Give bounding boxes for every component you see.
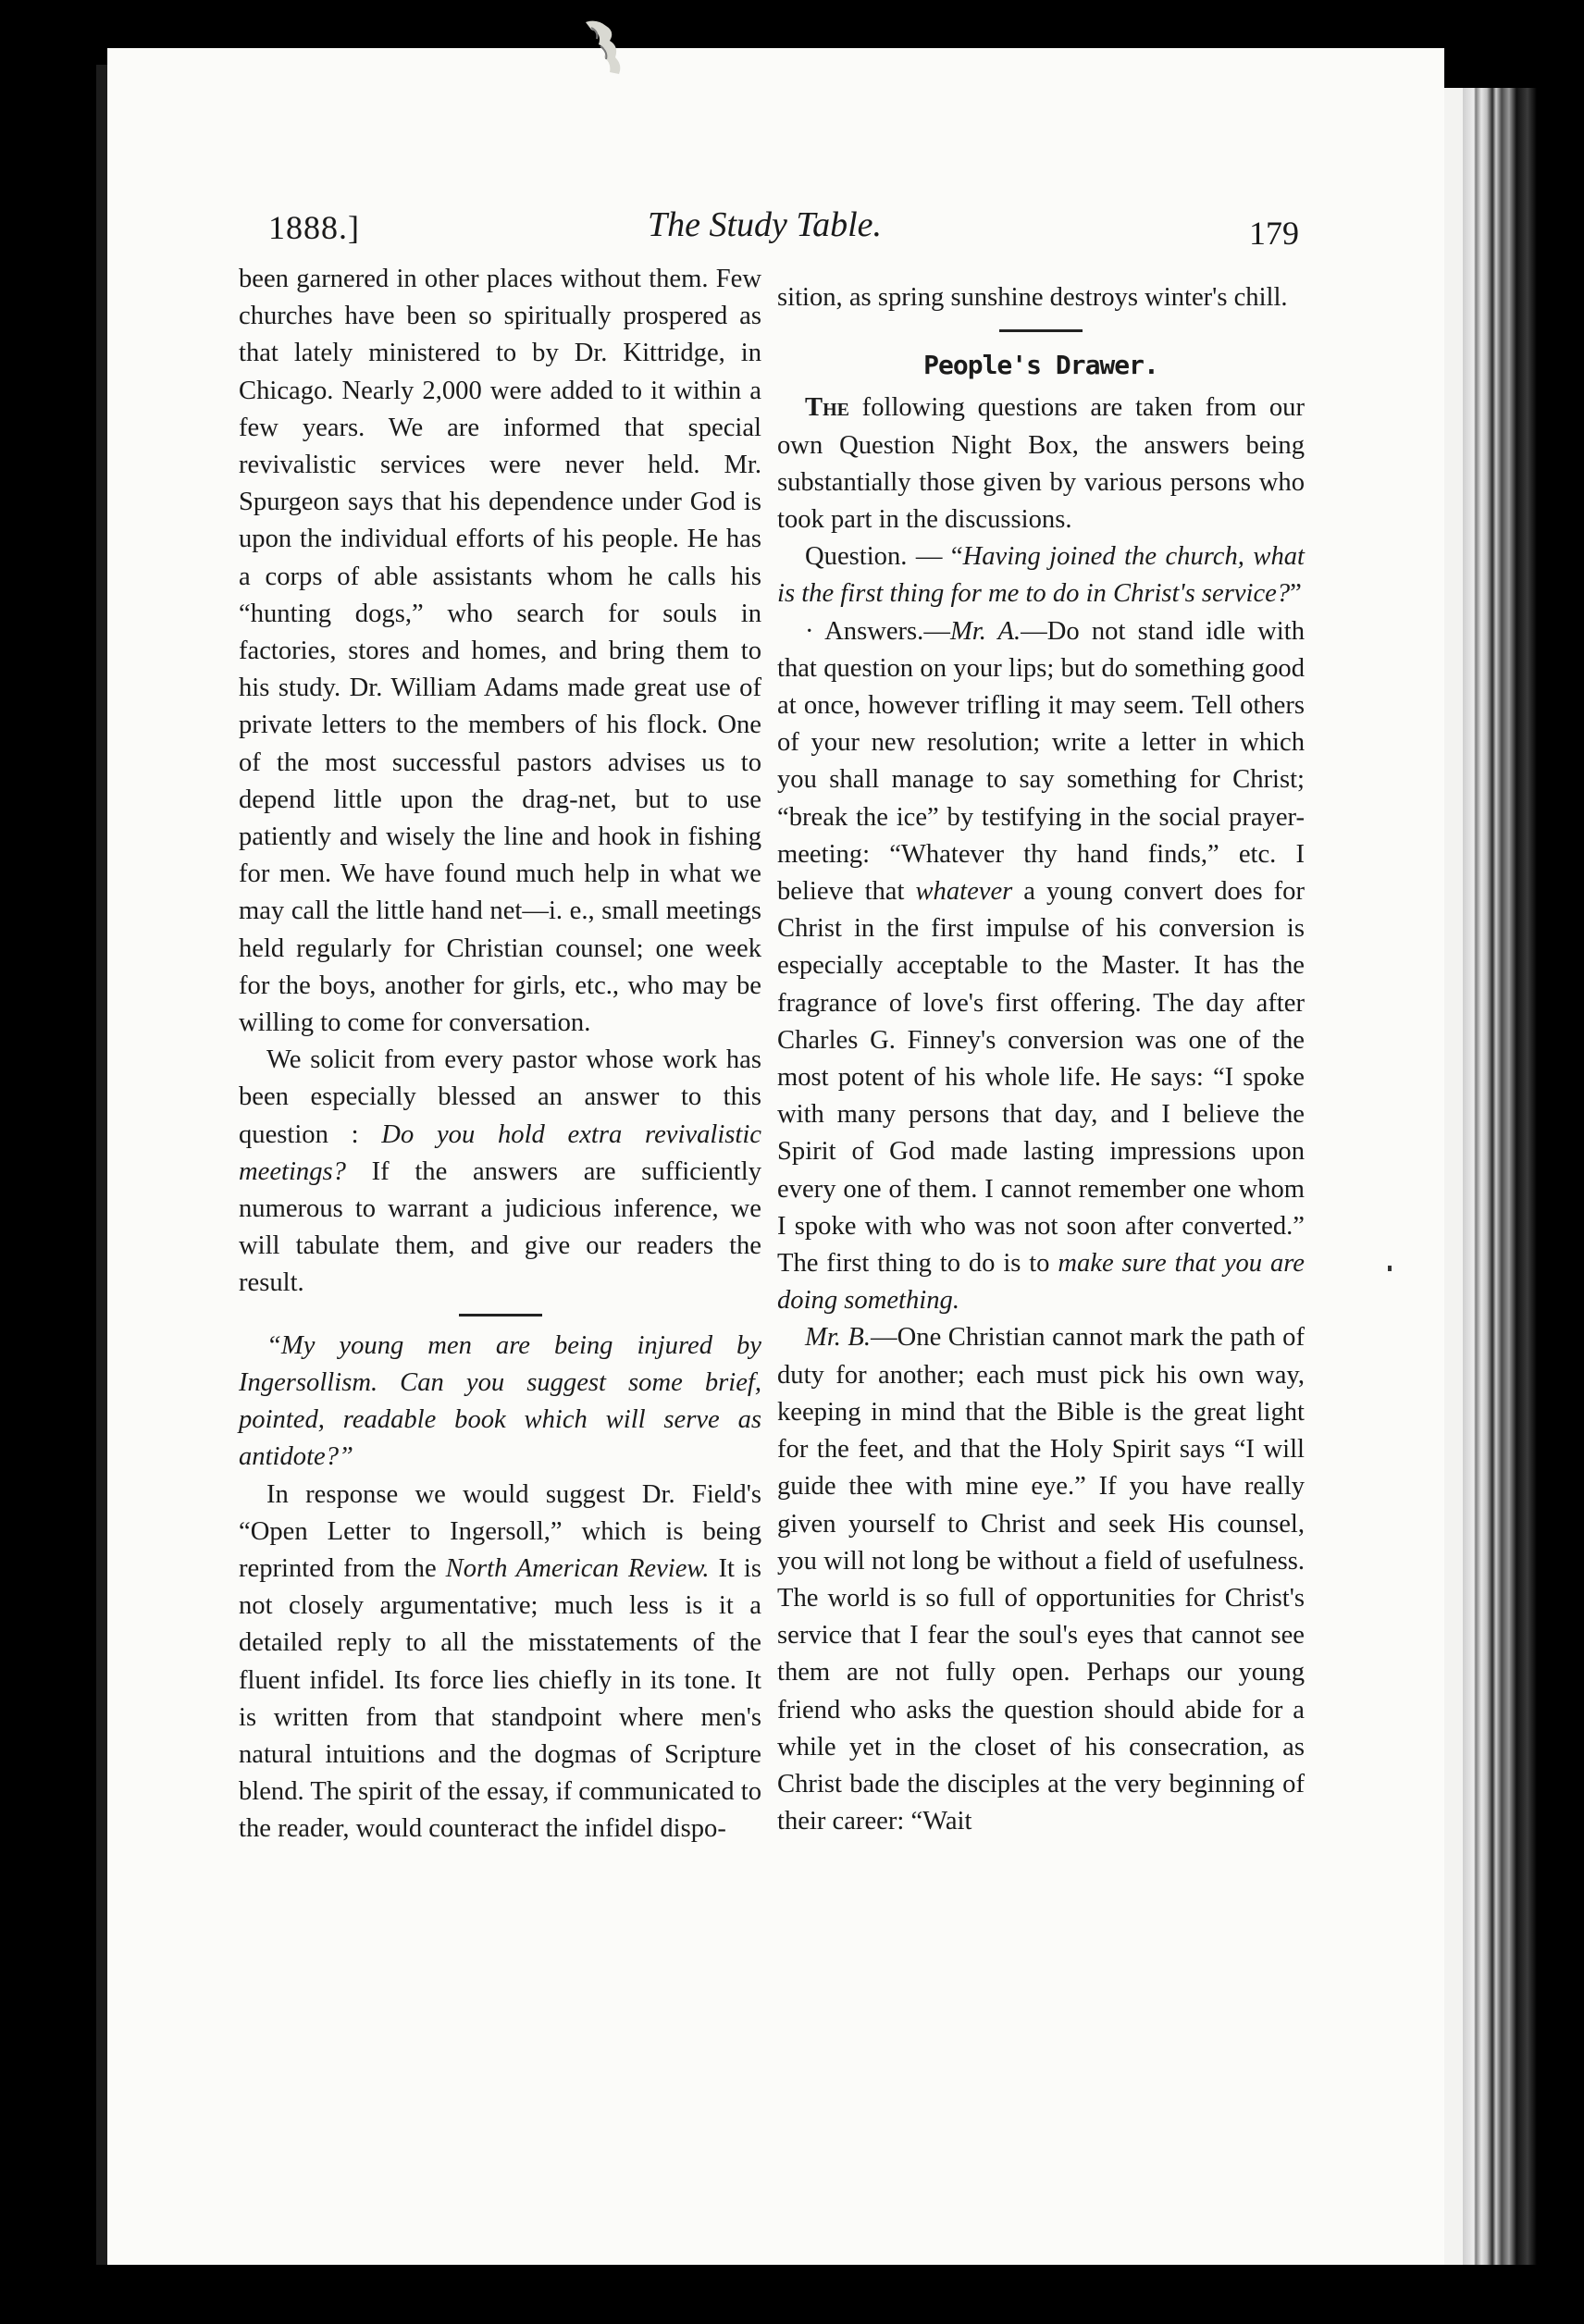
paragraph-answer-a <box>777 613 1305 1320</box>
page-fore-edge <box>1444 88 1584 2290</box>
reader-question-quote: “My young men are being injured by Ingersollism. Can you suggest some brief, pointed, readable book which will serve as antidote?” <box>239 1330 761 1472</box>
text-run: following questions are taken from our own Question Night Box, the answers being substantially those given by various persons who took part in the discussions. <box>777 393 1305 535</box>
paragraph-question <box>777 538 1305 612</box>
page-number: 179 <box>1249 215 1299 252</box>
bookmark-ribbon-icon <box>578 19 629 76</box>
paragraph-solicit <box>239 1042 761 1302</box>
text-run: Question. — “ <box>805 542 963 572</box>
ink-speck <box>1388 1266 1392 1271</box>
speaker-label: Mr. B. <box>805 1323 872 1353</box>
scan-border-left <box>0 0 102 2324</box>
facing-page-edge <box>96 65 107 2267</box>
paragraph-intro <box>777 389 1305 538</box>
text-run: a young convert does for Christ in the first impulse of his conversion is especially acceptable to the Master. It has the fragrance of love's first offering. The day after Charles G. Finney's conversion was one of the most potent of his whole life. He says: “I spoke with many persons that day, and I believe the Spirit of God made lasting impressions upon every one of them. I cannot remember one whom I spoke with who was not soon after converted.” The first thing to do is to <box>777 877 1305 1279</box>
paragraph-sition: sition, as spring sunshine destroys winter's chill. <box>777 283 1288 312</box>
text-run: ” <box>1290 579 1302 609</box>
left-column <box>239 261 761 1848</box>
text-run: It is not closely argumentative; much less is it a detailed reply to all the misstatements of the fluent infidel. Its force lies chiefly in its tone. It is written from that standpoint where men's natural intuitions and the dogmas of Scripture blend. The spirit of the essay, if communicated to the reader, would counteract the infidel dispo- <box>239 1553 762 1844</box>
running-title: The Study Table. <box>648 205 882 244</box>
italic-question: Do you hold extra revivalistic meetings? <box>239 1119 761 1186</box>
section-divider <box>459 1314 542 1317</box>
right-column <box>777 279 1305 1840</box>
text-run: If the answers are sufficiently numerous to warrant a judicious inference, we will tabulate them, and give our readers the result. <box>239 1156 761 1298</box>
paragraph-response <box>239 1477 761 1848</box>
italic-question: Having joined the church, what is the first thing for me to do in Christ's service? <box>777 542 1305 609</box>
section-heading: People's Drawer. <box>923 350 1158 381</box>
text-run: · Answers.— <box>805 616 950 646</box>
small-caps-lead: The <box>805 393 849 423</box>
scan-border-bottom <box>0 2265 1584 2324</box>
italic-phrase: make sure that you are doing something. <box>777 1249 1305 1316</box>
text-run: In response we would suggest Dr. Field's “Open Letter to Ingersoll,” which is being reprinted from the <box>239 1479 761 1583</box>
running-header <box>245 190 1300 252</box>
text-run: We solicit from every pastor whose work has been especially blessed an answer to this question : <box>239 1045 761 1149</box>
paragraph-answer-b <box>777 1319 1305 1840</box>
text-run: —Do not stand idle with that question on your lips; but do something good at once, however trifling it may seem. Tell others of your new resolution; write a letter in which you shall manage to say something for Christ; “break the ice” by testifying in the social prayer-meeting: “Whatever thy hand finds,” etc. I believe that <box>777 616 1305 907</box>
header-year: 1888.] <box>268 209 360 246</box>
section-divider <box>999 329 1083 332</box>
paragraph-garnered: been garnered in other places without them. Few churches have been so spiritually prospered as that lately ministered to by Dr. Kittridge, in Chicago. Nearly 2,000 were added to it within a few years. We are informed that special revivalistic services were never held. Mr. Spurgeon says that his dependence under God is upon the individual efforts of his people. He has a corps of able assistants whom he calls his “hunting dogs,” who search for souls in factories, stores and homes, and bring them to his study. Dr. William Adams made great use of private letters to the members of his flock. One of the most successful pastors advises us to depend little upon the drag-net, but to use patiently and wisely the line and hook in fishing for men. We have found much help in what we may call the little hand net—i. e., small meetings held regularly for Christian counsel; one week for the boys, another for girls, etc., who may be willing to come for conversation. <box>239 265 761 1038</box>
italic-title: North American Review. <box>445 1553 710 1583</box>
text-run: —One Christian cannot mark the path of duty for another; each must pick his own way, keeping in mind that the Bible is the great light for the feet, and that the Holy Spirit says “I will guide thee with mine eye.” If you have really given yourself to Christ and seek His counsel, you will not long be without a field of usefulness. The world is so full of opportunities for Christ's service that I fear the soul's eyes that cannot see them are not fully open. Perhaps our young friend who asks the question should abide for a while yet in the closet of his consecration, as Christ bade the disciples at the very beginning of their career: “Wait <box>777 1323 1305 1836</box>
speaker-label: Mr. A. <box>949 616 1021 646</box>
italic-word: whatever <box>915 877 1013 907</box>
